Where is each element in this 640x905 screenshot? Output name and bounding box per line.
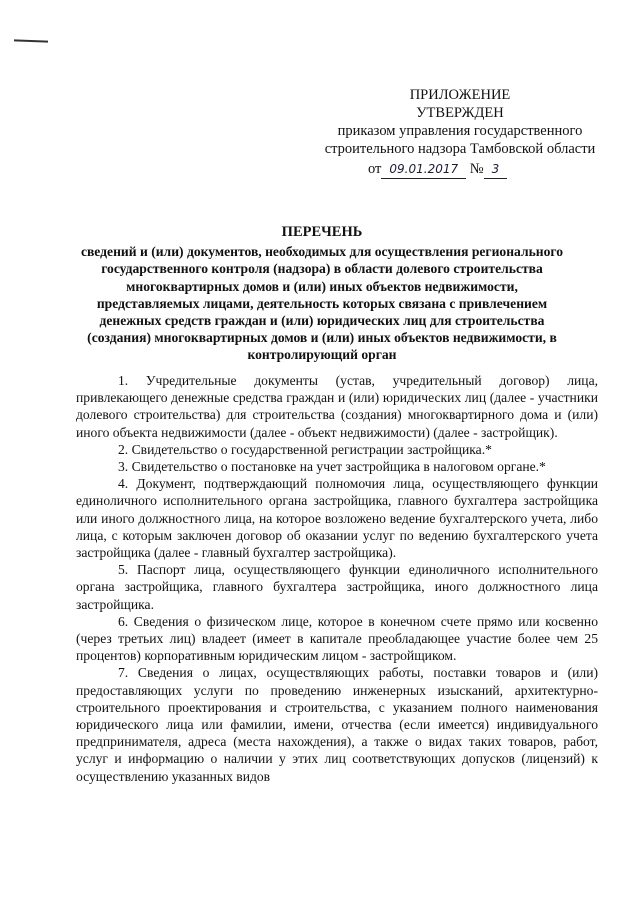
title-subtitle: сведений и (или) документов, необходимых для осуществления регионального государственного контроля (надзора) в области долевого строительства многоквартирных домов и (или) иных объектов недвижимости, представляемых лицами, деятельность которых связана с привлечением денежных средств граждан и (или) юридических лиц для строительства (создания) многоквартирных домов и (или) иных объектов недвижимости, в контролирующий орган xyxy=(80,244,564,363)
appendix-label: ПРИЛОЖЕНИЕ xyxy=(409,87,511,103)
document-title xyxy=(80,224,564,364)
title-heading: ПЕРЕЧЕНЬ xyxy=(281,224,363,240)
pen-mark xyxy=(14,39,48,42)
approval-stamp-block xyxy=(300,86,620,179)
order-date-number-line xyxy=(300,160,620,179)
list-item: 2. Свидетельство о государственной регистрации застройщика.* xyxy=(118,441,492,457)
list-item: 4. Документ, подтверждающий полномочия лица, осуществляющего функции единоличного исполнительного органа застройщика, главного бухгалтера застройщика или иного должностного лица, на которое возложено ведение бухгалтерского учета, либо лица, с которым заключен договор об оказании услуг по ведению бухгалтерского учета застройщика (далее - главный бухгалтер застройщика). xyxy=(76,476,598,561)
list-item: 5. Паспорт лица, осуществляющего функции единоличного исполнительного органа застройщика, главного бухгалтера застройщика, иного должностного лица застройщика. xyxy=(76,562,598,612)
order-number-prefix: № xyxy=(469,161,484,177)
order-prefix: от xyxy=(368,161,382,177)
list-item: 6. Сведения о физическом лице, которое в конечном счете прямо или косвенно (через третьих лиц) владеет (имеет в капитале преобладающее участие более чем 25 процентов) корпоративным юридическим лицом - застройщиком. xyxy=(76,613,598,664)
list-item: 7. Сведения о лицах, осуществляющих работы, поставки товаров и (или) предоставляющих услуги по проведению инженерных изысканий, архитектурно-строительного проектирования и строительства, с указанием полного наименования юридического лица или фамилии, имени, отчества (если имеется) индивидуального предпринимателя, адреса (места нахождения), а также о видах таких товаров, работ, услуг и информацию о наличии у этих лиц соответствующих допусков (лицензий) к осуществлению указанных видов xyxy=(76,665,598,784)
order-date-handwritten: 09.01.2017 xyxy=(381,160,466,179)
list-item: 3. Свидетельство о постановке на учет застройщика в налоговом органе.* xyxy=(118,459,546,475)
list-item: 1. Учредительные документы (устав, учредительный договор) лица, привлекающего денежные средства граждан и (или) юридических лиц (далее - участники долевого строительства) для строительства (создания) многоквартирного дома и (или) иного объекта недвижимости (далее - объект недвижимости) (далее - застройщик). xyxy=(76,373,598,440)
items-list xyxy=(76,372,598,785)
order-authority-line2: строительного надзора Тамбовской области xyxy=(324,141,596,157)
order-number-handwritten: 3 xyxy=(484,160,508,179)
approved-label: УТВЕРЖДЕН xyxy=(416,105,504,121)
order-authority-line1: приказом управления государственного xyxy=(337,123,583,139)
